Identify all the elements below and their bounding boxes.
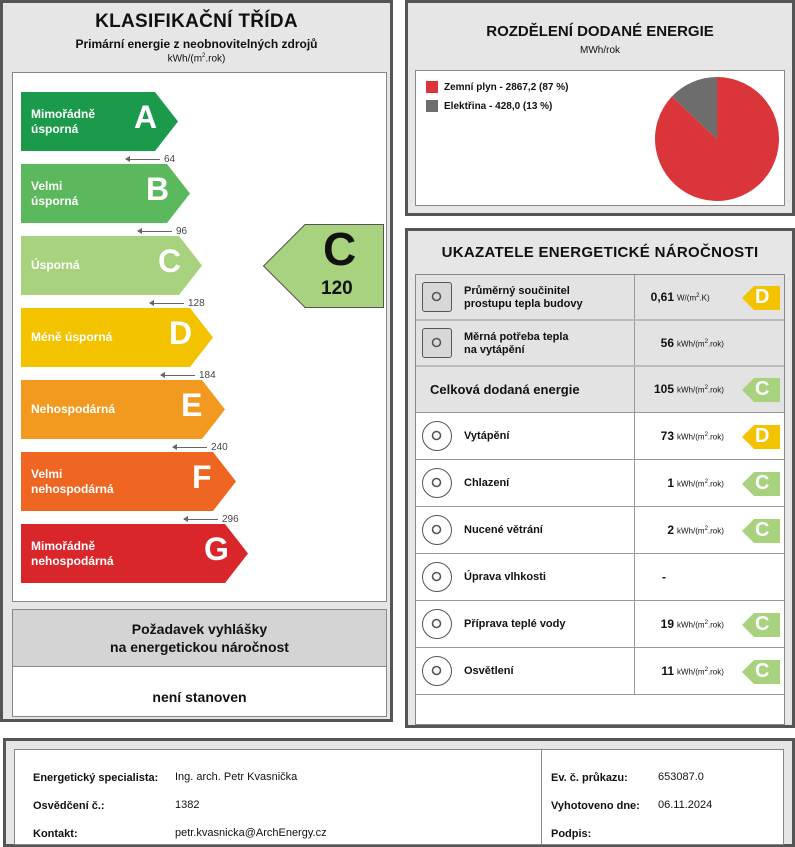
class-threshold: 184 — [161, 370, 216, 381]
indicator-value: 11 — [661, 663, 674, 678]
contact-label: Kontakt: — [33, 828, 78, 840]
class-threshold: 96 — [138, 226, 187, 237]
indicator-row — [416, 507, 784, 554]
indicator-row — [416, 460, 784, 507]
indicator-class-badge: C — [742, 613, 780, 637]
classification-panel — [0, 0, 393, 722]
requirement-box — [12, 609, 387, 717]
class-threshold: 64 — [126, 154, 175, 165]
energy-class-label: Nehospodárná — [31, 402, 116, 416]
energy-class-label: Méně úsporná — [31, 330, 113, 344]
energy-class-letter: F — [192, 459, 212, 495]
indicator-class-badge: C — [742, 472, 780, 496]
indicator-name: Příprava teplé vody — [464, 617, 566, 630]
indicator-value: 105 — [653, 382, 674, 396]
classification-title: KLASIFIKAČNÍ TŘÍDA — [95, 11, 298, 32]
indicator-unit: kWh/$(m^2.rok)$ — [677, 385, 724, 395]
indicator-class-badge: C — [742, 660, 780, 684]
indicator-unit: kWh/$(m^2.rok)$ — [677, 525, 724, 536]
indicator-unit: kWh/$(m^2.rok)$ — [677, 339, 724, 349]
indicator-unit: kWh/$(m^2.rok)$ — [677, 478, 724, 489]
energy-class-label: Velmi nehospodárná — [31, 466, 114, 496]
fan-icon — [422, 515, 452, 545]
current-class-letter: C — [323, 223, 357, 275]
card-number-value: 653087.0 — [658, 771, 704, 783]
lightbulb-icon — [422, 656, 452, 686]
indicator-row — [416, 648, 784, 695]
humidity-icon — [422, 562, 452, 592]
legend-item-electricity: Elektřina - 428,0 (13 %) — [426, 100, 552, 112]
current-class-value: 120 — [321, 278, 353, 299]
legend-item-gas: Zemní plyn - 2867,2 (87 %) — [426, 81, 569, 93]
class-threshold: 296 — [184, 514, 239, 525]
energy-split-chart — [415, 70, 785, 206]
heat-demand-icon — [422, 328, 452, 358]
specialist-value: Ing. arch. Petr Kvasnička — [175, 771, 298, 783]
indicator-row — [416, 275, 784, 321]
indicator-value: - — [662, 569, 666, 584]
indicator-value: 56 — [660, 336, 674, 350]
indicator-row — [416, 321, 784, 367]
current-class-indicator — [263, 224, 384, 308]
class-threshold: 128 — [150, 298, 205, 309]
energy-class-c — [21, 236, 202, 295]
indicator-class-badge: C — [742, 378, 780, 402]
indicator-unit: $W/(m^2.K)$ — [677, 293, 710, 303]
energy-class-scale — [12, 72, 387, 602]
footer-info — [14, 749, 784, 845]
indicator-class-badge: C — [742, 519, 780, 543]
indicator-value: 73 — [660, 428, 674, 443]
legend-swatch — [426, 100, 438, 112]
certificate-value: 1382 — [175, 799, 200, 811]
faucet-icon — [422, 609, 452, 639]
energy-class-label: Mimořádně nehospodárná — [31, 538, 114, 568]
indicator-unit: kWh/$(m^2.rok)$ — [677, 431, 724, 442]
energy-class-letter: C — [158, 243, 182, 279]
indicators-panel — [405, 228, 795, 728]
energy-class-d — [21, 308, 213, 367]
indicator-name: Osvětlení — [464, 664, 514, 677]
indicator-class-badge: D — [742, 286, 780, 310]
indicator-value: 1 — [667, 475, 674, 490]
issued-date-label: Vyhotoveno dne: — [551, 800, 640, 812]
thermometer-hot-icon — [422, 421, 452, 451]
energy-class-letter: B — [146, 171, 170, 207]
indicator-row — [416, 601, 784, 648]
indicator-row — [416, 413, 784, 460]
requirement-title: Požadavek vyhlášky na energetickou náročnost — [110, 621, 289, 655]
energy-class-letter: G — [204, 531, 229, 567]
signature-label: Podpis: — [551, 828, 592, 840]
energy-class-label: Mimořádně úsporná — [31, 106, 96, 136]
pie-chart — [652, 74, 782, 204]
indicator-name: Nucené větrání — [464, 523, 543, 536]
classification-unit: kWh/$(m^2.rok)$ — [167, 53, 226, 65]
indicator-value: 2 — [667, 522, 674, 537]
energy-class-g — [21, 524, 248, 583]
contact-value[interactable]: petr.kvasnicka@ArchEnergy.cz — [175, 827, 327, 839]
indicators-title: UKAZATELE ENERGETICKÉ NÁROČNOSTI — [441, 244, 759, 261]
indicator-name: Celková dodaná energie — [430, 382, 580, 397]
indicator-row — [416, 554, 784, 601]
card-number-label: Ev. č. průkazu: — [551, 772, 628, 784]
energy-class-f — [21, 452, 236, 511]
legend-swatch — [426, 81, 438, 93]
energy-class-a — [21, 92, 178, 151]
specialist-label: Energetický specialista: — [33, 772, 159, 784]
energy-class-label: Velmi úsporná — [31, 178, 79, 208]
issued-date-value: 06.11.2024 — [658, 799, 713, 811]
indicator-value: 19 — [660, 616, 674, 631]
class-threshold: 240 — [173, 442, 228, 453]
indicator-class-badge: D — [742, 425, 780, 449]
energy-split-panel — [405, 0, 795, 216]
energy-class-label: Úsporná — [31, 258, 80, 272]
indicator-name: Vytápění — [464, 429, 510, 442]
indicator-name: Úprava vlhkosti — [464, 570, 546, 583]
certificate-label: Osvědčení č.: — [33, 800, 105, 812]
classification-subtitle: Primární energie z neobnovitelných zdrojů — [75, 37, 318, 51]
energy-class-letter: D — [169, 315, 193, 351]
indicator-name: Chlazení — [464, 476, 510, 489]
energy-class-b — [21, 164, 190, 223]
energy-class-e — [21, 380, 225, 439]
indicator-row — [416, 367, 784, 413]
thermometer-cold-icon — [422, 468, 452, 498]
indicator-name: Měrná potřeba tepla na vytápění — [464, 331, 569, 356]
energy-class-letter: A — [134, 99, 158, 135]
indicator-unit: kWh/$(m^2.rok)$ — [677, 619, 724, 630]
indicator-name: Průměrný součinitel prostupu tepla budovy — [464, 285, 583, 310]
indicator-unit: kWh/$(m^2.rok)$ — [677, 666, 724, 677]
footer-panel — [3, 738, 795, 847]
indicators-table — [415, 274, 785, 725]
house-icon — [422, 282, 452, 312]
energy-class-letter: E — [181, 387, 203, 423]
requirement-value: není stanoven — [152, 689, 247, 705]
energy-split-unit: MWh/rok — [580, 45, 620, 56]
energy-split-title: ROZDĚLENÍ DODANÉ ENERGIE — [486, 23, 714, 40]
indicator-value: 0,61 — [650, 290, 674, 304]
